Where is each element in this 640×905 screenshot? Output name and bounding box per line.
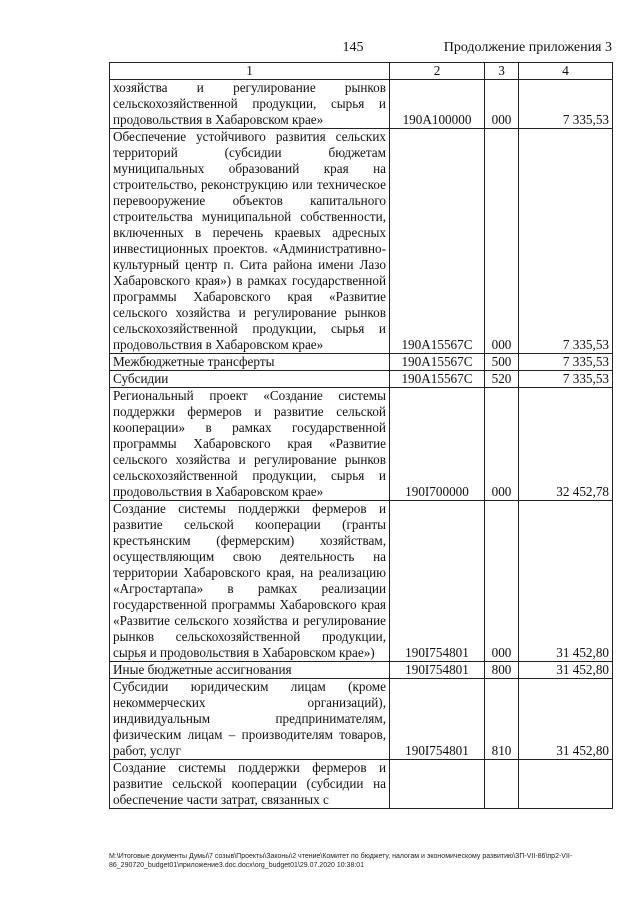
- table-row: [110, 679, 613, 760]
- column-header: 3: [485, 63, 519, 80]
- row-amount: 32 452,78: [519, 388, 613, 501]
- row-type: 000: [485, 501, 519, 662]
- row-amount: 7 335,53: [519, 80, 613, 129]
- row-type: 810: [485, 679, 519, 760]
- row-code: 190I700000: [390, 388, 485, 501]
- page-number: 145: [342, 40, 364, 55]
- row-amount: [519, 760, 613, 809]
- row-code: [390, 760, 485, 809]
- row-type: 000: [485, 388, 519, 501]
- row-type: 500: [485, 354, 519, 371]
- row-description: Создание системы поддержки фермеров и развитие сельской кооперации (гранты крестьянским (фермерским) хозяйствам, осуществляющим свою деятельность на территории Хабаровского края, на реализацию «Агростартапа» в рамках реализации государственной программы Хабаровского края «Развитие сельского хозяйства и регулирование рынков сельскохозяйственной продукции, сырья и продовольствия в Хабаровском крае»): [110, 501, 390, 662]
- row-code: 190I754801: [390, 679, 485, 760]
- row-code: 190I754801: [390, 501, 485, 662]
- table-row: [110, 129, 613, 354]
- row-code: 190А100000: [390, 80, 485, 129]
- row-description: Обеспечение устойчивого развития сельских территорий (субсидии бюджетам муниципальных образований края на строительство, реконструкцию или техническое перевооружение объектов капитального строительства муниципальной собственности, включенных в перечень краевых адресных инвестиционных проектов. «Административно-культурный центр п. Сита района имени Лазо Хабаровского края») в рамках государственной программы Хабаровского края «Развитие сельского хозяйства и регулирование рынков сельскохозяйственной продукции, сырья и продовольствия в Хабаровском крае»: [110, 129, 390, 354]
- row-type: 000: [485, 80, 519, 129]
- row-type: [485, 760, 519, 809]
- row-amount: 31 452,80: [519, 662, 613, 679]
- row-code: 190I754801: [390, 662, 485, 679]
- column-header: 1: [110, 63, 390, 80]
- table-row: [110, 388, 613, 501]
- row-amount: 31 452,80: [519, 501, 613, 662]
- row-description: хозяйства и регулирование рынков сельскохозяйственной продукции, сырья и продовольствия в Хабаровском крае»: [110, 80, 390, 129]
- budget-table: [109, 62, 613, 809]
- row-amount: 31 452,80: [519, 679, 613, 760]
- row-code: 190А15567С: [390, 371, 485, 388]
- row-type: 800: [485, 662, 519, 679]
- table-row: [110, 371, 613, 388]
- row-description: Субсидии юридическим лицам (кроме некоммерческих организаций), индивидуальным предпринимателям, физическим лицам – производителям товаров, работ, услуг: [110, 679, 390, 760]
- row-amount: 7 335,53: [519, 371, 613, 388]
- table-row: [110, 354, 613, 371]
- table-row: [110, 80, 613, 129]
- row-description: Региональный проект «Создание системы поддержки фермеров и развитие сельской кооперации» в рамках государственной программы Хабаровского края «Развитие сельского хозяйства и регулирование рынков сельскохозяйственной продукции, сырья и продовольствия в Хабаровском крае»: [110, 388, 390, 501]
- table-row: [110, 662, 613, 679]
- column-header: 2: [390, 63, 485, 80]
- continuation-note: Продолжение приложения 3: [443, 40, 612, 55]
- row-description: Иные бюджетные ассигнования: [110, 662, 390, 679]
- row-amount: 7 335,53: [519, 354, 613, 371]
- row-code: 190А15567С: [390, 354, 485, 371]
- row-description: Субсидии: [110, 371, 390, 388]
- column-header: 4: [519, 63, 613, 80]
- table-header-row: [110, 63, 613, 80]
- row-code: 190А15567С: [390, 129, 485, 354]
- row-description: Межбюджетные трансферты: [110, 354, 390, 371]
- table-row: [110, 501, 613, 662]
- row-amount: 7 335,53: [519, 129, 613, 354]
- table-row: [110, 760, 613, 809]
- row-type: 000: [485, 129, 519, 354]
- footer-file-path: M:\Итоговые документы Думы\7 созыв\Проекты\Законы\2 чтение\Комитет по бюджету, налогам и экономическому развитию\ЗП-VII-86\пр2-VII-86_290720_budget01\приложение3.doc.docx\org_budget01\29.07.2020 10:38:01: [109, 853, 573, 869]
- row-description: Создание системы поддержки фермеров и развитие сельской кооперации (субсидии на обеспечение части затрат, связанных с: [110, 760, 390, 809]
- row-type: 520: [485, 371, 519, 388]
